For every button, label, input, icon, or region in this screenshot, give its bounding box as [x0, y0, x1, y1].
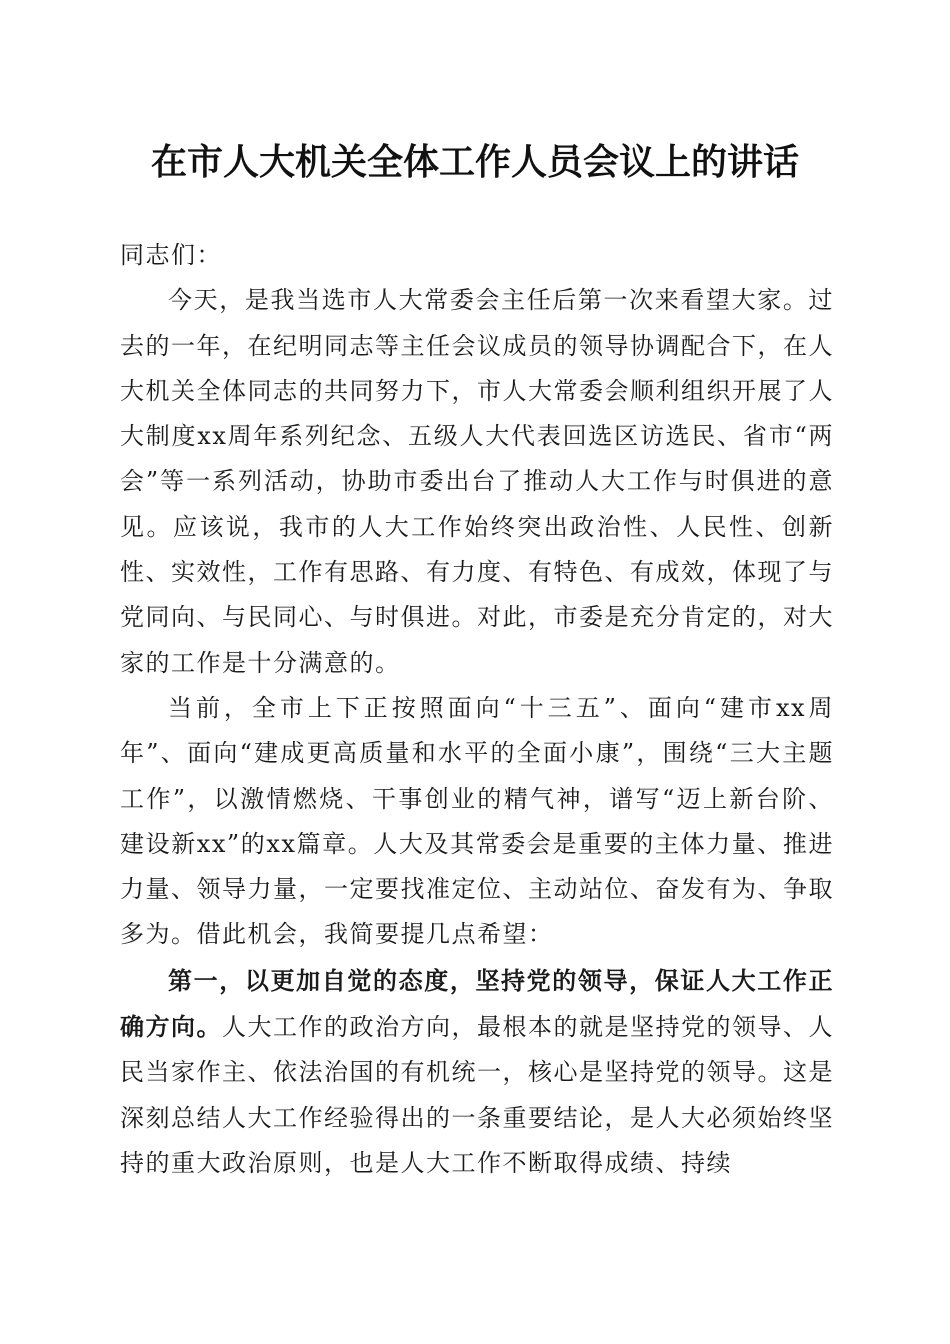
paragraph-3 — [120, 958, 834, 1186]
paragraph-2-text: 当前，全市上下正按照面向“十三五”、面向“建市xx周年”、面向“建成更高质量和水平的全面小康”，围绕“三大主题工作”，以激情燃烧、干事创业的精气神，谱写“迈上新台阶、建设新xx”的xx篇章。人大及其常委会是重要的主体力量、推进力量、领导力量，一定要找准定位、主动站位、奋发有为、争取多为。借此机会，我简要提几点希望： — [120, 693, 834, 949]
paragraph-1 — [120, 278, 834, 686]
paragraph-3-text: 人大工作的政治方向，最根本的就是坚持党的领导、人民当家作主、依法治国的有机统一，核心是坚持党的领导。这是深刻总结人大工作经验得出的一条重要结论，是人大必须始终坚持的重大政治原则，也是人大工作不断取得成绩、持续 — [120, 1013, 834, 1177]
paragraph-1-text: 今天，是我当选市人大常委会主任后第一次来看望大家。过去的一年，在纪明同志等主任会议成员的领导协调配合下，在人大机关全体同志的共同努力下，市人大常委会顺利组织开展了人大制度xx周年系列纪念、五级人大代表回选区访选民、省市“两会”等一系列活动，协助市委出台了推动人大工作与时俱进的意见。应该说，我市的人大工作始终突出政治性、人民性、创新性、实效性，工作有思路、有力度、有特色、有成效，体现了与党同向、与民同心、与时俱进。对此，市委是充分肯定的，对大家的工作是十分满意的。 — [120, 286, 834, 677]
document-title: 在市人大机关全体工作人员会议上的讲话 — [150, 141, 799, 183]
document-body — [120, 233, 834, 1186]
paragraph-2 — [120, 686, 834, 958]
greeting-line: 同志们： — [120, 241, 222, 269]
paragraph-3-heading: 第一，以更加自觉的态度，坚持党的领导，保证人大工作正确方向。 — [120, 965, 834, 1042]
